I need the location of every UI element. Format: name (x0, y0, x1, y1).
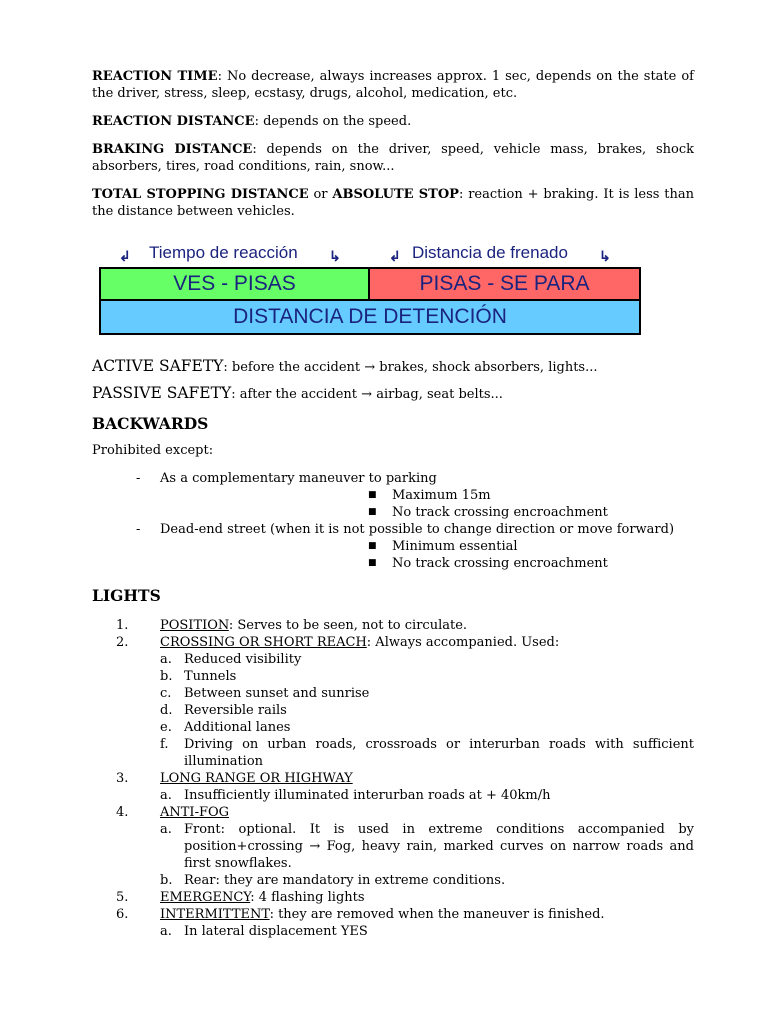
backwards-heading: BACKWARDS (92, 414, 209, 433)
list-item (92, 804, 694, 821)
item-number: 2. (116, 635, 129, 650)
list-item-text: No track crossing encroachment (392, 505, 608, 520)
list-item (92, 634, 694, 651)
lights-heading: LIGHTS (92, 586, 161, 605)
stopping-distance-box: DISTANCIA DE DETENCIÓN (99, 299, 641, 335)
intro-paragraphs (92, 68, 694, 231)
item-letter: a. (160, 652, 172, 667)
item-letter: b. (160, 873, 173, 888)
reaction-time-term: REACTION TIME (92, 69, 218, 84)
arrow-icon: → (361, 387, 373, 402)
item-text: : they are removed when the maneuver is finished. (269, 907, 605, 922)
passive-safety-text: : after the accident (231, 387, 362, 402)
list-item (92, 487, 694, 504)
list-item (92, 702, 694, 719)
list-item-text: Driving on urban roads, crossroads or interurban roads with sufficient (184, 737, 694, 752)
list-item-text: Minimum essential (392, 539, 518, 554)
total-stopping-text: : reaction + braking. It is less than the distance between vehicles. (92, 187, 694, 219)
item-text: : 4 flashing lights (250, 890, 365, 905)
passive-safety-label: PASSIVE SAFETY (92, 384, 232, 402)
active-safety-label: ACTIVE SAFETY (92, 357, 224, 375)
passive-safety-line (92, 383, 694, 403)
dash-bullet: - (136, 471, 141, 486)
list-item (92, 651, 694, 668)
reaction-distance-term: REACTION DISTANCE (92, 114, 255, 129)
backwards-section (92, 414, 694, 572)
list-item-text (160, 617, 467, 634)
item-number: 6. (116, 907, 129, 922)
safety-section (92, 356, 694, 403)
list-item-text: Tunnels (184, 669, 237, 684)
list-item-text: In lateral displacement YES (184, 924, 368, 939)
list-item-continuation (92, 838, 694, 855)
list-item-text: Reduced visibility (184, 652, 302, 667)
list-item (92, 685, 694, 702)
item-letter: c. (160, 686, 172, 701)
item-letter: a. (160, 822, 172, 837)
list-item (92, 719, 694, 736)
item-label: POSITION (160, 618, 229, 633)
list-item-text: first snowflakes. (184, 856, 292, 871)
list-item (92, 736, 694, 753)
list-item (92, 617, 694, 634)
list-item-text: No track crossing encroachment (392, 556, 608, 571)
item-label: ANTI-FOG (160, 805, 230, 820)
list-item-text: Additional lanes (184, 720, 291, 735)
passive-safety-examples: airbag, seat belts... (372, 387, 503, 402)
active-safety-text: : before the accident (223, 360, 365, 375)
reaction-time-paragraph (92, 68, 694, 102)
braking-distance-text: : depends on the driver, speed, vehicle mass, brakes, shock absorbers, tires, road conditions, rain, snow... (92, 142, 694, 174)
list-item-text: Reversible rails (184, 703, 287, 718)
reaction-distance-text: : depends on the speed. (254, 114, 412, 129)
item-text: Fog, heavy rain, marked curves on narrow roads and (320, 839, 694, 854)
item-number: 1. (116, 618, 129, 633)
item-label: CROSSING OR SHORT REACH (160, 635, 367, 650)
right-arrow-icon: ↳ (329, 248, 341, 264)
braking-distance-term: BRAKING DISTANCE (92, 142, 253, 157)
reaction-box: VES - PISAS (99, 267, 370, 301)
item-label: LONG RANGE OR HIGHWAY (160, 771, 353, 786)
list-item-text: Dead-end street (when it is not possible to change direction or move forward) (160, 522, 675, 537)
list-item-text: As a complementary maneuver to parking (160, 471, 437, 486)
item-text: position+crossing (184, 839, 310, 854)
list-item (92, 470, 694, 487)
list-item (92, 521, 694, 538)
active-safety-line (92, 356, 694, 383)
arrow-icon: → (364, 360, 376, 375)
or-word: or (308, 187, 333, 202)
item-text: : Serves to be seen, not to circulate. (228, 618, 468, 633)
reaction-time-caption: Tiempo de reacción (149, 243, 298, 262)
item-letter: f. (160, 737, 169, 752)
list-item (92, 787, 694, 804)
list-item-text: illumination (184, 754, 264, 769)
item-letter: a. (160, 788, 172, 803)
square-bullet-icon: ■ (368, 490, 377, 500)
list-item-text: Rear: they are mandatory in extreme conditions. (184, 873, 506, 888)
lights-section (92, 586, 694, 940)
item-text: : Always accompanied. Used: (366, 635, 560, 650)
list-item (92, 889, 694, 906)
list-item-text (160, 770, 353, 787)
list-item-text: Front: optional. It is used in extreme conditions accompanied by (184, 822, 694, 837)
list-item-text: Between sunset and sunrise (184, 686, 370, 701)
list-item (92, 906, 694, 923)
item-number: 3. (116, 771, 129, 786)
list-item (92, 770, 694, 787)
reaction-time-text: : No decrease, always increases approx. 1 sec, depends on the state of the driver, stress, sleep, ecstasy, drugs, alcohol, medication, etc. (92, 69, 694, 101)
list-item (92, 872, 694, 889)
left-arrow-icon: ↲ (389, 248, 401, 264)
square-bullet-icon: ■ (368, 507, 377, 517)
list-item (92, 504, 694, 521)
stopping-distance-diagram (99, 243, 641, 335)
list-item-text: Maximum 15m (392, 488, 491, 503)
active-safety-examples: brakes, shock absorbers, lights... (375, 360, 598, 375)
list-item-text (160, 889, 365, 906)
dash-bullet: - (136, 522, 141, 537)
list-item-text (160, 906, 605, 923)
square-bullet-icon: ■ (368, 541, 377, 551)
list-item-continuation (92, 855, 694, 872)
item-label: EMERGENCY (160, 890, 251, 905)
item-letter: e. (160, 720, 172, 735)
right-arrow-icon: ↳ (599, 248, 611, 264)
item-letter: a. (160, 924, 172, 939)
reaction-distance-paragraph (92, 113, 694, 130)
list-item (92, 555, 694, 572)
list-item (92, 923, 694, 940)
total-stopping-term: TOTAL STOPPING DISTANCE (92, 187, 309, 202)
item-letter: b. (160, 669, 173, 684)
braking-box: PISAS - SE PARA (368, 267, 641, 301)
item-letter: d. (160, 703, 173, 718)
list-item (92, 821, 694, 838)
backwards-intro: Prohibited except: (92, 443, 214, 458)
braking-distance-paragraph (92, 141, 694, 175)
list-item (92, 668, 694, 685)
arrow-icon: → (309, 839, 321, 854)
total-stopping-paragraph (92, 186, 694, 220)
braking-distance-caption: Distancia de frenado (412, 243, 568, 262)
list-item-text (160, 804, 229, 821)
item-label: INTERMITTENT (160, 907, 270, 922)
left-arrow-icon: ↲ (119, 248, 131, 264)
list-item (92, 538, 694, 555)
absolute-stop-term: ABSOLUTE STOP (332, 187, 459, 202)
list-item-text (160, 634, 559, 651)
list-item-text (184, 838, 694, 855)
list-item-text: Insufficiently illuminated interurban roads at + 40km/h (184, 788, 551, 803)
list-item-continuation (92, 753, 694, 770)
square-bullet-icon: ■ (368, 558, 377, 568)
item-number: 4. (116, 805, 129, 820)
item-number: 5. (116, 890, 129, 905)
